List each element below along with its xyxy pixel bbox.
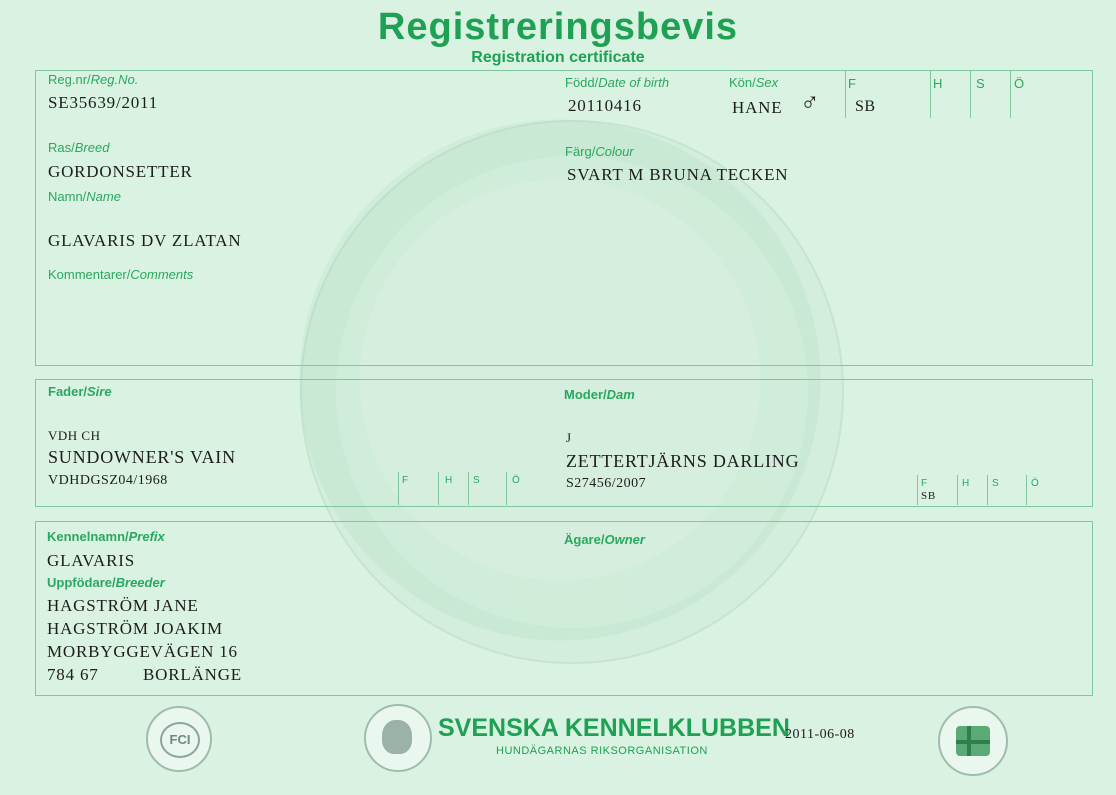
nordic-kennel-union-logo — [938, 706, 1008, 776]
dam-s-label: S — [992, 478, 999, 489]
dog-head-icon — [382, 720, 412, 754]
reg-no-value: SE35639/2011 — [48, 93, 159, 112]
dam-f-label: F — [921, 478, 928, 489]
sire-col-o — [506, 472, 507, 505]
nordic-flags-icon — [956, 726, 990, 756]
name-label: Namn/Name — [48, 189, 121, 204]
dam-o-label: Ö — [1031, 478, 1039, 489]
h-column-label: H — [933, 76, 943, 91]
sex-label: Kön/Sex — [729, 75, 779, 90]
dam-col-f — [917, 475, 918, 505]
page-subtitle: Registration certificate — [471, 49, 645, 66]
column-divider-h — [930, 70, 931, 118]
breeder-line-1: HAGSTRÖM JANE — [47, 596, 199, 615]
sire-f-label: F — [402, 475, 409, 486]
dam-h-label: H — [962, 478, 970, 489]
dam-name: ZETTERTJÄRNS DARLING — [566, 451, 800, 471]
breed-value: GORDONSETTER — [48, 162, 193, 181]
sire-label: Fader/Sire — [48, 384, 112, 399]
breed-label: Ras/Breed — [48, 140, 110, 155]
sire-h-label: H — [445, 475, 453, 486]
fci-logo — [146, 706, 212, 772]
reg-no-label: Reg.nr/Reg.No. — [48, 72, 139, 87]
dob-label: Född/Date of birth — [565, 75, 670, 90]
dob-value: 20110416 — [568, 96, 642, 115]
dam-f-value: SB — [921, 490, 937, 502]
breeder-label: Uppfödare/Breeder — [47, 575, 165, 590]
breeder-line-2: HAGSTRÖM JOAKIM — [47, 619, 223, 638]
breeder-postal-code: 784 67 — [47, 665, 99, 684]
comments-label: Kommentarer/Comments — [48, 267, 194, 282]
sire-o-label: Ö — [512, 475, 520, 486]
prefix-value: GLAVARIS — [47, 551, 135, 570]
column-divider-s — [970, 70, 971, 118]
dog-info-box — [35, 70, 1093, 366]
fci-logo-text: FCI — [160, 722, 200, 758]
skk-seal-logo — [364, 704, 432, 772]
issue-date: 2011-06-08 — [785, 727, 855, 742]
f-column-value: SB — [855, 98, 876, 115]
dam-col-s — [987, 475, 988, 505]
sire-name: SUNDOWNER'S VAIN — [48, 447, 236, 467]
dam-col-h — [957, 475, 958, 505]
name-value: GLAVARIS DV ZLATAN — [48, 231, 242, 250]
dam-label: Moder/Dam — [564, 387, 635, 402]
breeder-line-3: MORBYGGEVÄGEN 16 — [47, 642, 238, 661]
sire-title: VDH CH — [48, 428, 101, 443]
dam-title: J — [566, 430, 572, 445]
page-title: Registreringsbevis — [377, 6, 739, 48]
sire-s-label: S — [473, 475, 480, 486]
sire-col-s — [468, 472, 469, 505]
o-column-label: Ö — [1014, 76, 1025, 91]
sire-reg-no: VDHDGSZ04/1968 — [48, 473, 168, 488]
dam-reg-no: S27456/2007 — [566, 476, 647, 491]
sex-value: HANE — [732, 98, 783, 117]
colour-label: Färg/Colour — [565, 144, 634, 159]
sire-col-h — [438, 472, 439, 505]
organization-subtitle: HUNDÄGARNAS RIKSORGANISATION — [496, 745, 708, 757]
s-column-label: S — [976, 76, 985, 91]
f-column-label: F — [848, 76, 856, 91]
prefix-label: Kennelnamn/Prefix — [47, 529, 165, 544]
sire-col-f — [398, 472, 399, 505]
owner-label: Ägare/Owner — [564, 532, 645, 547]
dam-col-o — [1026, 475, 1027, 505]
breeder-city: BORLÄNGE — [143, 665, 242, 684]
male-symbol-icon: ♂ — [800, 88, 821, 117]
colour-value: SVART M BRUNA TECKEN — [567, 165, 789, 184]
column-divider-f — [845, 70, 846, 118]
organization-name: SVENSKA KENNELKLUBBEN — [438, 714, 790, 742]
column-divider-o — [1010, 70, 1011, 118]
